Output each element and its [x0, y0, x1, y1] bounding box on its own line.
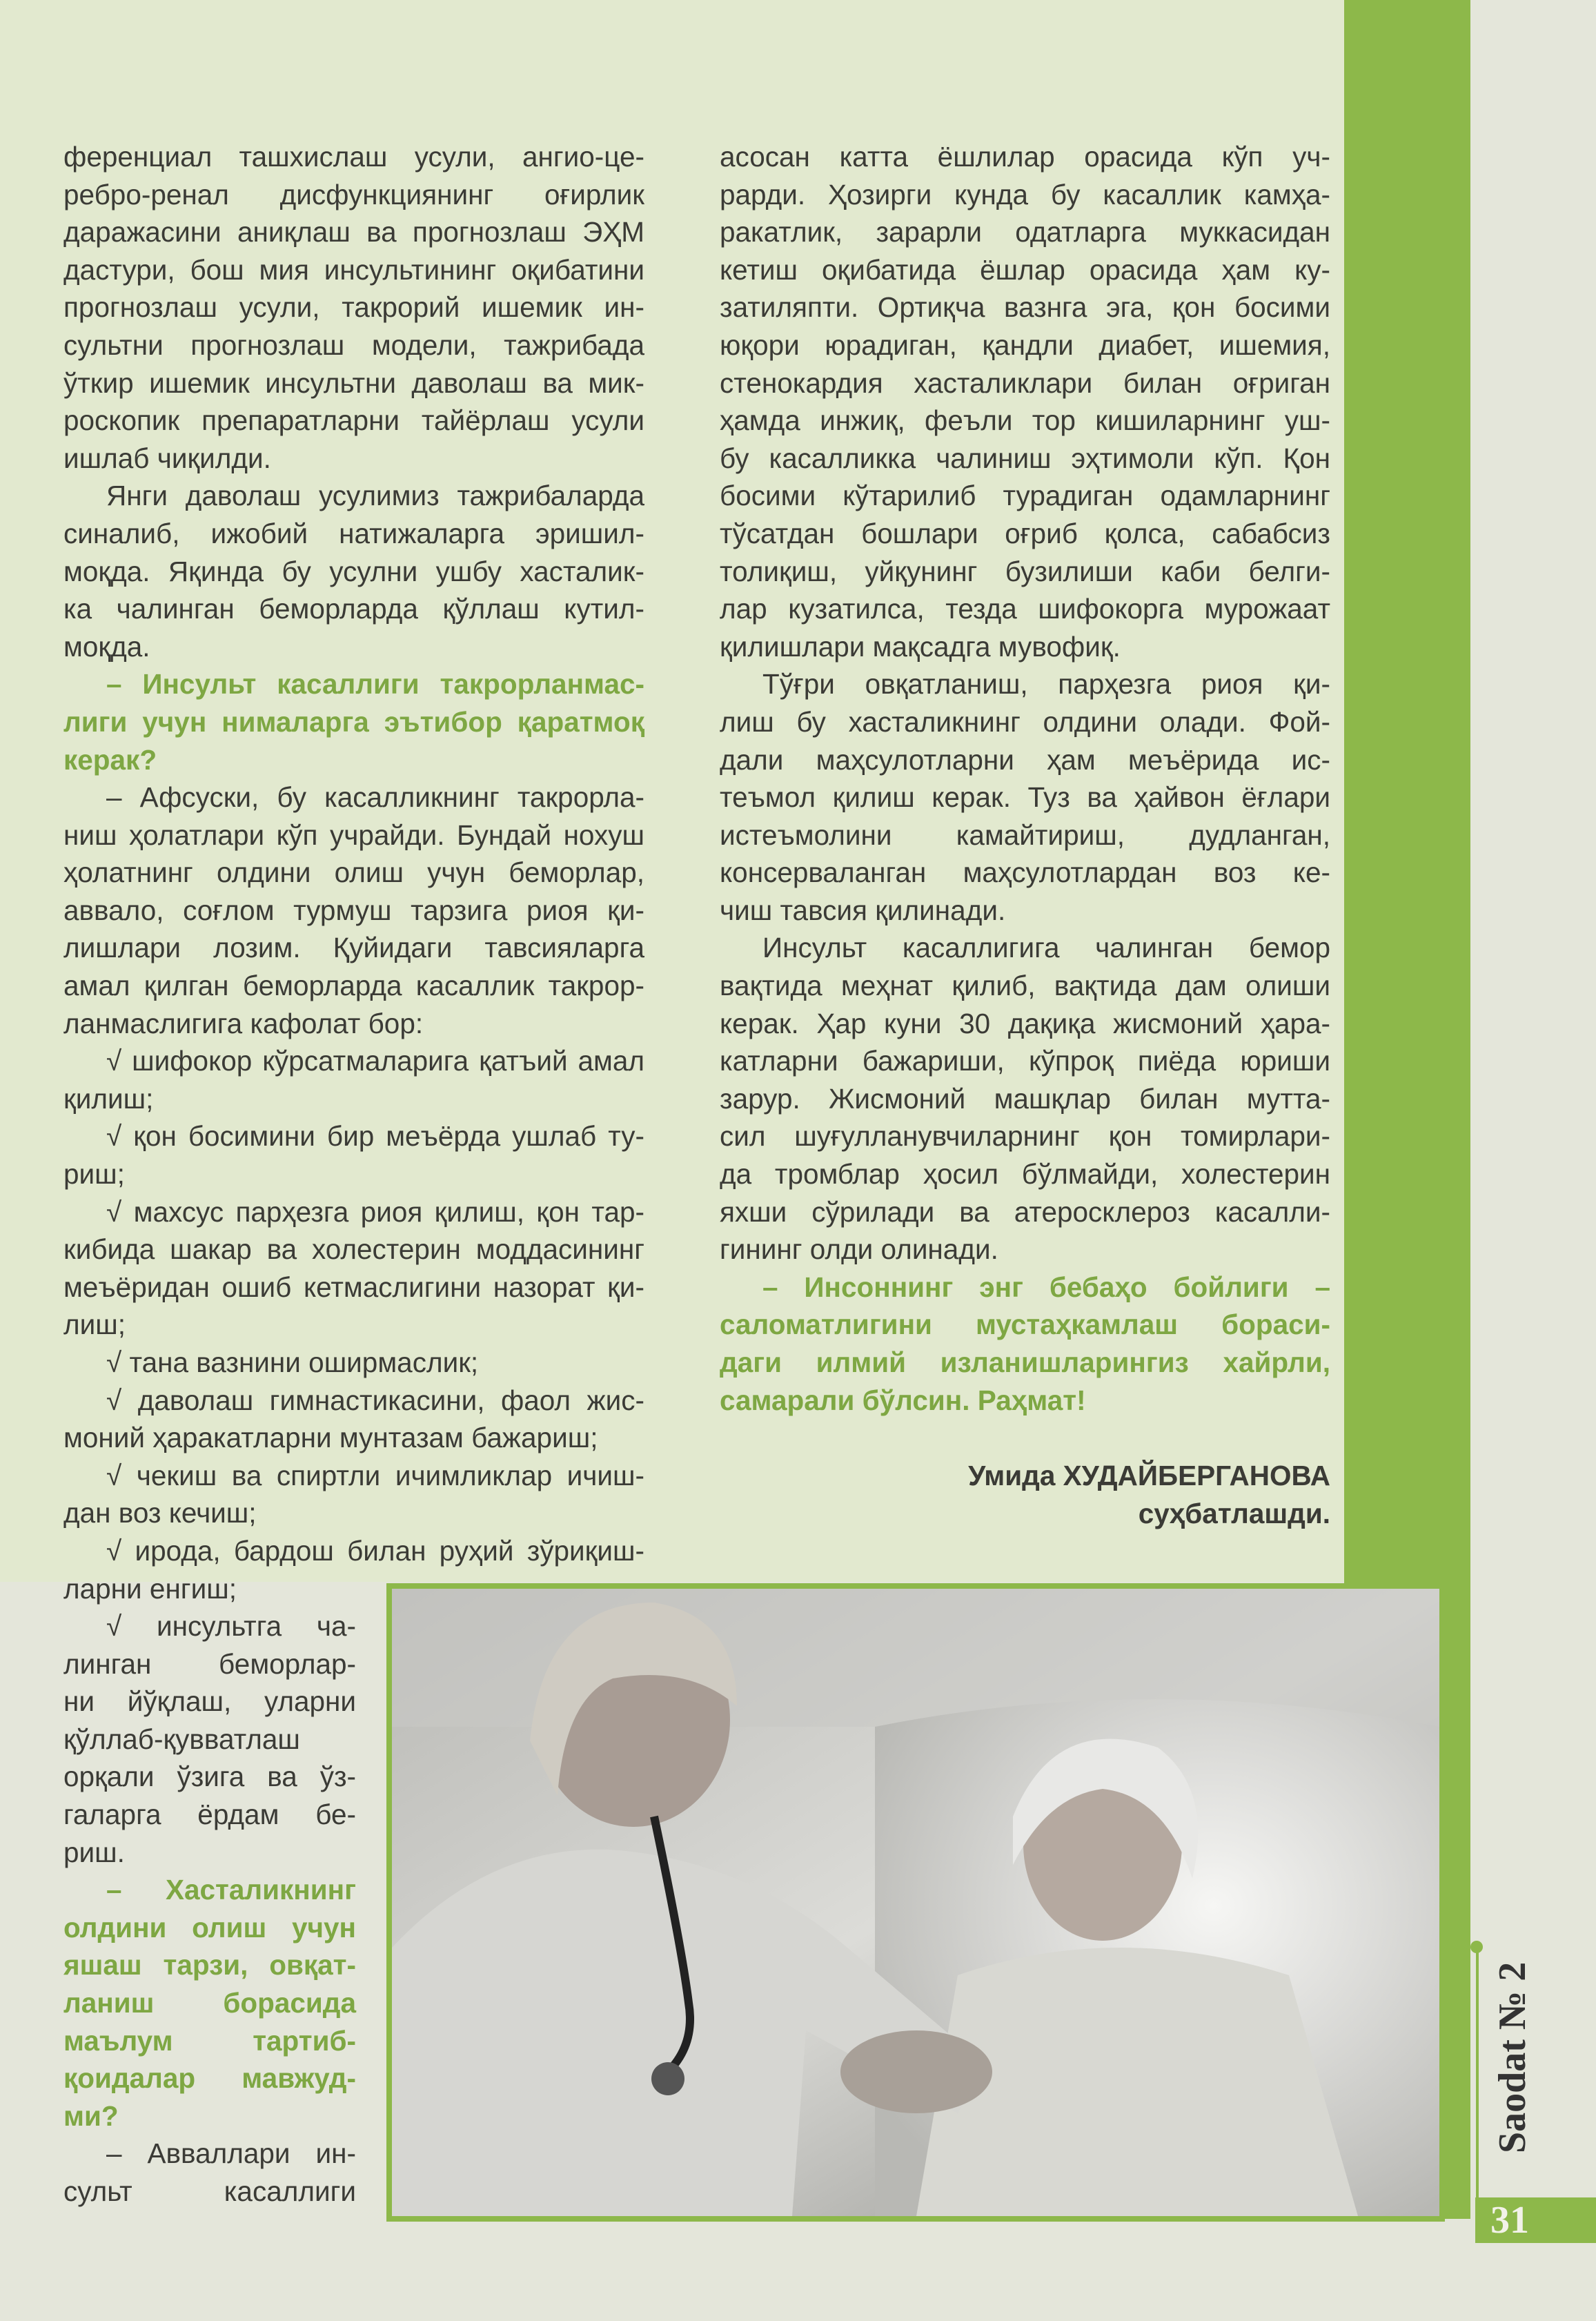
text-line: вақтида меҳнат қилиб, вақтида дам олиши	[720, 970, 1330, 1002]
column-left-narrow	[63, 1607, 356, 2211]
text-line: сультни прогнозлаш модели, тажрибада	[63, 329, 644, 361]
text-line: меъёридан ошиб кетмаслигини назорат қи-	[63, 1271, 644, 1303]
text-line: самарали бўлсин. Раҳмат!	[720, 1384, 1086, 1416]
text-line: қилиш;	[63, 1082, 154, 1115]
text-line: Тўғри овқатланиш, парҳезга риоя қи-	[762, 668, 1330, 701]
text-line: ни йўқлаш, уларни	[63, 1685, 356, 1718]
text-line: лишлари лозим. Қуйидаги тавсияларга	[63, 932, 644, 964]
column-right	[720, 138, 1330, 1532]
text-line: яхши сўрилади ва атеросклероз касалли-	[720, 1195, 1330, 1228]
text-line: ребро-ренал дисфункциянинг оғирлик	[63, 178, 644, 210]
paragraph	[63, 138, 644, 477]
text-line: асосан катта ёшлилар орасида кўп уч-	[720, 141, 1330, 173]
text-line: орқали ўзига ва ўз-	[63, 1761, 356, 1793]
paragraph	[63, 2135, 356, 2210]
text-line: кетиш оқибатида ёшлар орасида ҳам ку-	[720, 253, 1330, 286]
paragraph	[720, 665, 1330, 929]
text-line: Янги даволаш усулимиз тажрибаларда	[106, 480, 644, 512]
text-line: линган беморлар-	[63, 1647, 356, 1680]
text-line: ҳолатнинг олдини олиш учун беморлар,	[63, 856, 644, 889]
text-line: ми?	[63, 2099, 119, 2132]
text-line: толиқиш, уйқунинг бузилиши каби белги-	[720, 555, 1330, 587]
text-line: – Хасталикнинг	[106, 1874, 356, 1906]
text-line: ларни енгиш;	[63, 1572, 237, 1605]
text-line: зарур. Жисмоний машқлар билан мутта-	[720, 1082, 1330, 1115]
text-line: – Авваллари ин-	[106, 2137, 356, 2170]
text-line: лиш бу хасталикнинг олдини олади. Фой-	[720, 705, 1330, 738]
column-right-body	[720, 138, 1330, 1419]
text-line: консерваланган маҳсулотлардан воз ке-	[720, 856, 1330, 889]
text-line: ўткир ишемик инсультни даволаш ва мик-	[63, 366, 644, 399]
text-line: қоидалар мавжуд-	[63, 2062, 356, 2095]
text-line: да тромблар ҳосил бўлмайди, холестерин	[720, 1158, 1330, 1191]
paragraph	[63, 778, 644, 1042]
text-line: ишлаб чиқилди.	[63, 442, 271, 474]
text-line: √ тана вазнини оширмаслик;	[106, 1346, 479, 1378]
text-line: ланиш борасида	[63, 1986, 356, 2019]
text-line: ланмаслигига кафолат бор:	[63, 1007, 424, 1039]
text-line: сульт касаллиги	[63, 2175, 356, 2207]
text-line: истеъмолини камайтириш, дудланган,	[720, 819, 1330, 851]
paragraph	[63, 477, 644, 665]
text-line: чиш тавсия қилинади.	[720, 894, 1006, 926]
text-line: амал қилган беморларда касаллик такрор-	[63, 970, 644, 1002]
text-line: рарди. Ҳозирги кунда бу касаллик камҳа-	[720, 178, 1330, 210]
text-line: – Афсуски, бу касалликнинг такрорла-	[106, 781, 644, 814]
interview-question	[63, 1871, 356, 2135]
text-line: √ ирода, бардош билан руҳий зўриқиш-	[106, 1534, 644, 1567]
footer-rule	[1476, 1945, 1479, 2202]
text-line: прогнозлаш усули, такрорий ишемик ин-	[63, 291, 644, 324]
recommendation-item	[63, 1193, 644, 1344]
author-signature	[720, 1457, 1330, 1532]
text-line: керак. Ҳар куни 30 дақиқа жисмоний ҳара-	[720, 1007, 1330, 1039]
text-line: яшаш тарзи, овқат-	[63, 1949, 356, 1981]
text-line: дастури, бош мия инсультининг оқибатини	[63, 253, 644, 286]
text-line: √ инсультга ча-	[106, 1610, 356, 1642]
text-line: моқда.	[63, 630, 150, 663]
text-line: босими кўтарилиб турадиган одамларнинг	[720, 480, 1330, 512]
text-line: тўсатдан бошлари оғриб қолса, сабабсиз	[720, 517, 1330, 549]
text-line: маълум тартиб-	[63, 2024, 356, 2057]
text-line: теъмол қилиш керак. Туз ва ҳайвон ёғлари	[720, 781, 1330, 814]
photo-image	[392, 1589, 1439, 2216]
text-line: √ чекиш ва спиртли ичимликлар ичиш-	[106, 1459, 644, 1491]
recommendation-item	[63, 1457, 644, 1532]
text-line: қўллаб-қувватлаш	[63, 1723, 300, 1755]
recommendation-item	[63, 1382, 644, 1457]
interview-question	[63, 665, 644, 778]
text-line: лиш;	[63, 1309, 126, 1341]
recommendation-item	[63, 1117, 644, 1193]
text-line: гининг олди олинади.	[720, 1233, 998, 1266]
text-line: даги илмий изланишларингиз хайрли,	[720, 1346, 1330, 1378]
footer-dot	[1470, 1941, 1483, 1953]
paragraph	[720, 138, 1330, 665]
text-line: дан воз кечиш;	[63, 1497, 257, 1529]
text-line: аввало, соғлом турмуш тарзига риоя қи-	[63, 894, 644, 926]
holding-hands	[840, 2030, 992, 2113]
text-line: – Инсоннинг энг бебаҳо бойлиги –	[762, 1271, 1330, 1303]
text-line: лар кузатилса, тезда шифокорга мурожаат	[720, 593, 1330, 625]
text-line: моқда. Яқинда бу усулни ушбу хасталик-	[63, 555, 644, 587]
text-line: қилишлари мақсадга мувофиқ.	[720, 630, 1121, 663]
text-line: ка чалинган беморларда қўллаш кутил-	[63, 593, 644, 625]
column-left	[63, 138, 644, 1607]
text-line: риш;	[63, 1158, 125, 1191]
text-line: кибида шакар ва холестерин моддасининг	[63, 1233, 644, 1266]
text-line: √ махсус парҳезга риоя қилиш, қон тар-	[106, 1195, 644, 1228]
text-line: синалиб, ижобий натижаларга эришил-	[63, 517, 644, 549]
text-line: √ шифокор кўрсатмаларига қатъий амал	[106, 1045, 644, 1077]
text-line: моний ҳаракатларни мунтазам бажариш;	[63, 1422, 598, 1454]
magazine-issue: Saodat № 2	[1491, 1961, 1534, 2153]
text-line: саломатлигини мустаҳкамлаш бораси-	[720, 1309, 1330, 1341]
text-line: керак?	[63, 743, 157, 776]
recommendation-item	[63, 1607, 356, 1871]
text-line: ференциал ташхислаш усули, ангио-це-	[63, 141, 644, 173]
paragraph	[720, 929, 1330, 1268]
interview-question	[720, 1269, 1330, 1419]
text-line: Инсульт касаллигига чалинган бемор	[762, 932, 1330, 964]
page-number: 31	[1475, 2197, 1596, 2243]
stethoscope-chestpiece	[651, 2062, 684, 2095]
text-line: катларни бажариши, кўпроқ пиёда юриши	[720, 1045, 1330, 1077]
text-line: сил шуғулланувчиларнинг қон томирлари-	[720, 1120, 1330, 1153]
text-line: дали маҳсулотларни ҳам меъёрида ис-	[720, 743, 1330, 776]
recommendation-item	[63, 1344, 644, 1382]
text-line: затиляпти. Ортиқча вазнга эга, қон босими	[720, 291, 1330, 324]
text-line: бу касалликка чалиниш эҳтимоли кўп. Қон	[720, 442, 1330, 474]
text-line: √ даволаш гимнастикасини, фаол жис-	[106, 1384, 644, 1416]
text-line: роскопик препаратларни тайёрлаш усули	[63, 404, 644, 437]
text-line: – Инсульт касаллиги такрорланмас-	[106, 668, 644, 701]
text-line: лиги учун нималарга эътибор қаратмоқ	[63, 705, 644, 738]
recommendation-item	[63, 1042, 644, 1117]
text-line: ниш ҳолатлари кўп учрайди. Бундай нохуш	[63, 819, 644, 851]
text-line: риш.	[63, 1836, 125, 1868]
author-name: Умида ХУДАЙБЕРГАНОВА	[968, 1460, 1330, 1492]
text-line: олдини олиш учун	[63, 1911, 356, 1943]
text-line: юқори юрадиган, қандли диабет, ишемия,	[720, 329, 1330, 361]
photo-nurse-with-elderly-patient	[386, 1583, 1445, 2222]
text-line: стенокардия хасталиклари билан оғриган	[720, 366, 1330, 399]
text-line: √ қон босимини бир меъёрда ушлаб ту-	[106, 1120, 644, 1153]
text-line: ҳамда инжиқ, феъли тор кишиларнинг уш-	[720, 404, 1330, 437]
author-role: суҳбатлашди.	[1138, 1497, 1330, 1529]
text-line: ракатлик, зарарли одатларга муккасидан	[720, 216, 1330, 248]
text-line: галарга ёрдам бе-	[63, 1798, 356, 1830]
text-line: даражасини аниқлаш ва прогнозлаш ЭҲМ	[63, 216, 644, 248]
